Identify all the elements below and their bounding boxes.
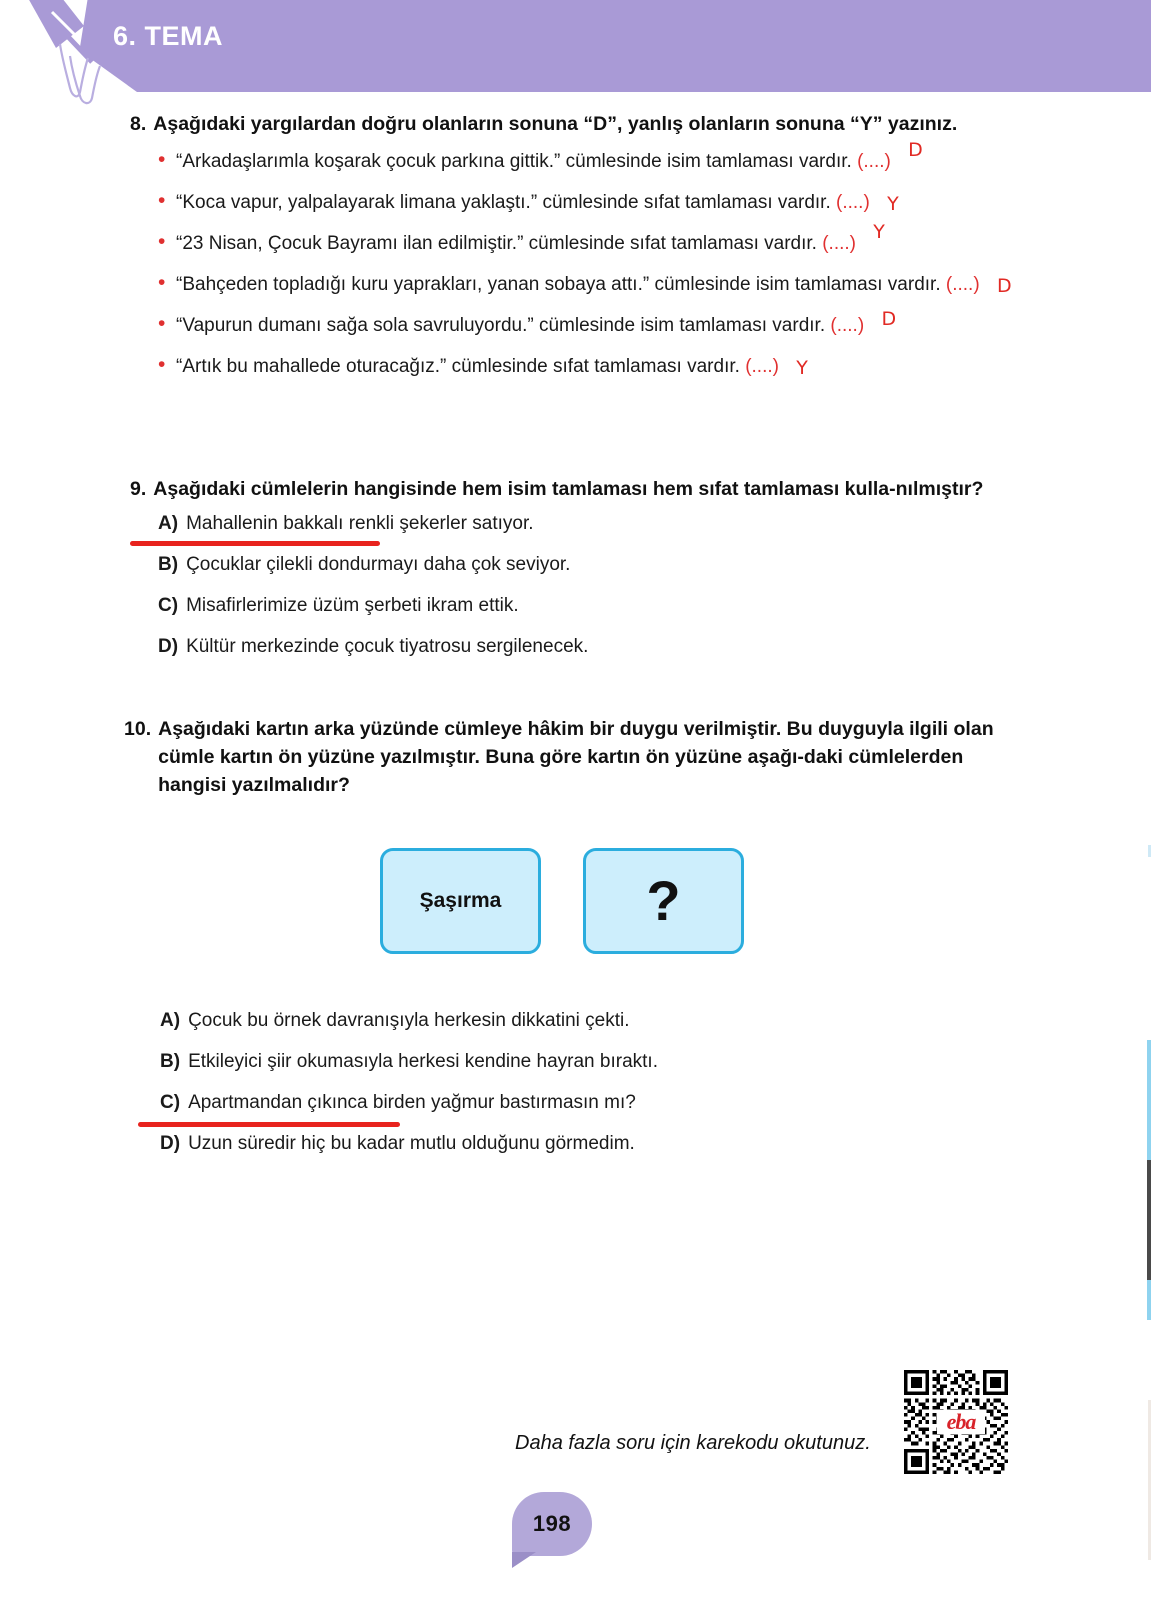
option-text: Etkileyici şiir okumasıyla herkesi kendine hayran bıraktı. xyxy=(188,1051,658,1072)
statement-text: “Koca vapur, yalpalayarak limana yaklaştı.” cümlesinde sıfat tamlaması vardır. xyxy=(176,192,831,213)
bullet-dot-icon: • xyxy=(158,148,166,171)
statement-text: “Arkadaşlarımla koşarak çocuk parkına gittik.” cümlesinde isim tamlaması vardır. xyxy=(176,151,852,172)
option-letter: D) xyxy=(158,636,179,657)
list-item xyxy=(158,353,1020,380)
option-text: Çocuklar çilekli dondurmayı daha çok seviyor. xyxy=(186,554,571,575)
question-8-number: 8. xyxy=(130,113,147,135)
eba-logo: eba xyxy=(937,1410,985,1434)
emotion-card-back xyxy=(583,848,744,954)
question-9-number: 9. xyxy=(130,478,147,500)
list-item xyxy=(158,139,1020,175)
option-d[interactable] xyxy=(158,634,1020,660)
bullet-dot-icon: • xyxy=(158,189,166,212)
question-8-heading xyxy=(130,110,1020,138)
page-title: 6. TEMA xyxy=(113,21,224,51)
option-d[interactable] xyxy=(160,1131,1020,1157)
statement-text: “Vapurun dumanı sağa sola savruluyordu.” cümlesinde isim tamlaması vardır. xyxy=(176,315,826,336)
bullet-dot-icon: • xyxy=(158,230,166,253)
list-item xyxy=(158,189,1020,216)
question-mark-icon: ? xyxy=(646,869,681,932)
bullet-dot-icon: • xyxy=(158,312,166,335)
handwritten-answer: D xyxy=(908,139,923,161)
emotion-card-label: Şaşırma xyxy=(419,889,502,912)
option-a[interactable] xyxy=(158,511,1020,537)
question-10-options xyxy=(160,1008,1020,1172)
bullet-dot-icon: • xyxy=(158,353,166,376)
option-text: Uzun süredir hiç bu kadar mutlu olduğunu görmedim. xyxy=(188,1133,635,1154)
question-9-prompt: Aşağıdaki cümlelerin hangisinde hem isim tamlaması hem sıfat tamlaması kulla-nılmıştır? xyxy=(153,478,984,500)
question-10 xyxy=(124,715,1020,799)
question-10-prompt: Aşağıdaki kartın arka yüzünde cümleye hâkim bir duygu verilmiştir. Bu duyguyla ilgili olan cümle kartın ön yüzüne yazılmıştır. Buna göre kartın ön yüzüne aşağı-daki cümlelerden hangisi yazılmalıdır? xyxy=(158,718,994,796)
option-b[interactable] xyxy=(160,1049,1020,1075)
option-text: Apartmandan çıkınca birden yağmur bastırmasın mı? xyxy=(188,1092,636,1113)
statement-text: “Bahçeden topladığı kuru yaprakları, yanan sobaya attı.” cümlesinde isim tamlaması vardır. xyxy=(176,274,941,295)
answer-blank[interactable]: (....) xyxy=(830,315,865,336)
question-8-statement-list xyxy=(158,139,1020,380)
option-letter: D) xyxy=(160,1133,181,1154)
answer-blank[interactable]: (....) xyxy=(836,192,870,213)
option-letter: A) xyxy=(160,1010,181,1031)
handwritten-answer: Y xyxy=(887,193,899,215)
option-letter: C) xyxy=(158,595,179,616)
emotion-card-front xyxy=(380,848,541,954)
handwritten-answer: D xyxy=(996,275,1012,297)
page-number: 198 xyxy=(532,1511,572,1536)
bullet-dot-icon: • xyxy=(158,271,166,294)
question-10-number: 10. xyxy=(124,718,152,740)
option-b[interactable] xyxy=(158,552,1020,578)
handwritten-answer: D xyxy=(881,308,897,330)
option-text: Kültür merkezinde çocuk tiyatrosu sergilenecek. xyxy=(186,636,589,657)
option-text: Çocuk bu örnek davranışıyla herkesin dikkatini çekti. xyxy=(188,1010,630,1031)
option-letter: B) xyxy=(158,554,179,575)
marked-answer-underline xyxy=(130,541,380,546)
page-number-badge xyxy=(512,1492,592,1556)
option-c[interactable] xyxy=(160,1090,1020,1116)
list-item xyxy=(158,221,1020,257)
emotion-card-group xyxy=(380,848,744,954)
option-letter: A) xyxy=(158,513,179,534)
question-9-options xyxy=(158,511,1020,660)
statement-text: “Artık bu mahallede oturacağız.” cümlesinde sıfat tamlaması vardır. xyxy=(176,356,740,377)
question-8-prompt: Aşağıdaki yargılardan doğru olanların sonuna “D”, yanlış olanların sonuna “Y” yazınız. xyxy=(153,113,958,135)
option-text: Mahallenin bakkalı renkli şekerler satıyor. xyxy=(186,513,534,534)
answer-blank[interactable]: (....) xyxy=(745,356,779,377)
qr-instruction-text: Daha fazla soru için karekodu okutunuz. xyxy=(515,1432,871,1454)
option-letter: C) xyxy=(160,1092,181,1113)
scan-artifact xyxy=(1147,1160,1151,1280)
answer-blank[interactable]: (....) xyxy=(822,233,857,254)
qr-code-icon[interactable] xyxy=(904,1370,1008,1474)
marked-answer-underline xyxy=(138,1122,400,1127)
handwritten-answer: Y xyxy=(796,357,808,379)
answer-blank[interactable]: (....) xyxy=(945,274,980,295)
question-9-heading xyxy=(130,475,1020,503)
list-item xyxy=(158,271,1020,298)
question-10-heading xyxy=(124,715,1020,799)
option-text: Misafirlerimize üzüm şerbeti ikram ettik. xyxy=(186,595,519,616)
question-8 xyxy=(130,110,1020,394)
answer-blank[interactable]: (....) xyxy=(857,151,891,172)
list-item xyxy=(158,308,1020,339)
question-9 xyxy=(130,475,1020,675)
option-c[interactable] xyxy=(158,593,1020,619)
option-letter: B) xyxy=(160,1051,181,1072)
statement-text: “23 Nisan, Çocuk Bayramı ilan edilmiştir.” cümlesinde sıfat tamlaması vardır. xyxy=(176,233,817,254)
option-a[interactable] xyxy=(160,1008,1020,1034)
handwritten-answer: Y xyxy=(873,221,885,243)
